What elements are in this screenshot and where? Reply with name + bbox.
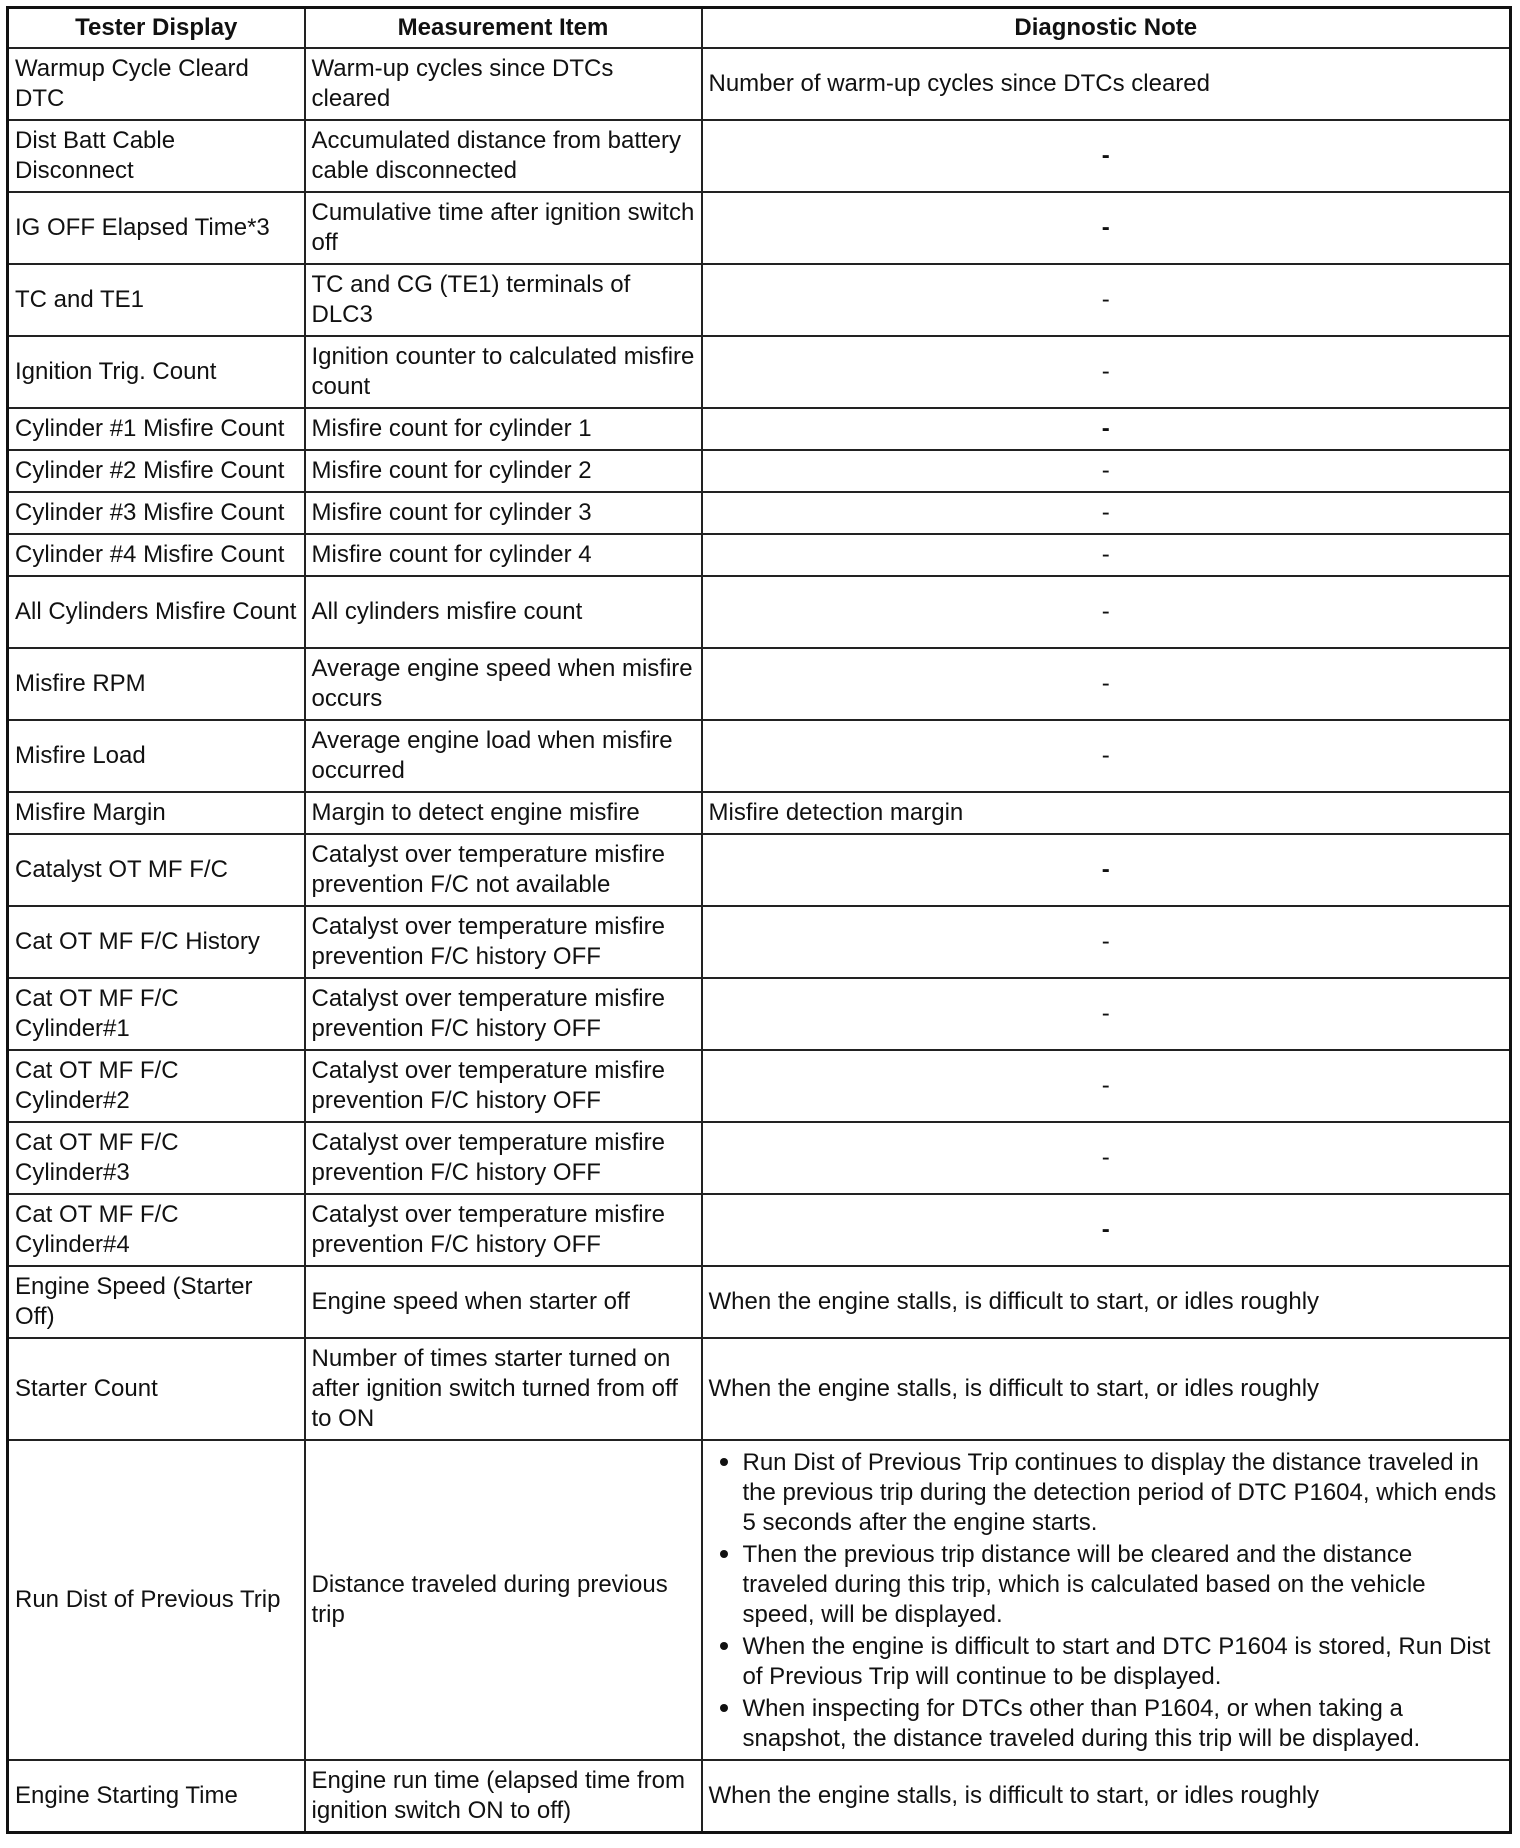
tester-display: Cylinder #3 Misfire Count [8,492,305,534]
table-row [8,576,1511,648]
tester-display: Engine Starting Time [8,1760,305,1832]
measurement-item: Warm-up cycles since DTCs cleared [305,48,702,120]
table-row [8,492,1511,534]
note-bullet: • When the engine is difficult to start and DTC P1604 is stored, Run Dist of Previous Trip will continue to be displayed. [743,1630,1504,1692]
tester-display: Starter Count [8,1338,305,1440]
tester-display: IG OFF Elapsed Time*3 [8,192,305,264]
measurement-item: Catalyst over temperature misfire prevention F/C history OFF [305,1194,702,1266]
diagnostic-note: - [702,834,1511,906]
table-row [8,48,1511,120]
diagnostic-note: - [702,408,1511,450]
measurement-item: Number of times starter turned on after ignition switch turned from off to ON [305,1338,702,1440]
measurement-item: Average engine speed when misfire occurs [305,648,702,720]
table-row [8,906,1511,978]
measurement-item: Average engine load when misfire occurred [305,720,702,792]
diagnostic-note: - [702,720,1511,792]
diagnostic-note: - [702,906,1511,978]
measurement-item: Engine run time (elapsed time from ignition switch ON to off) [305,1760,702,1832]
measurement-item: Catalyst over temperature misfire prevention F/C history OFF [305,1050,702,1122]
note-bullet: • Then the previous trip distance will be cleared and the distance traveled during this trip, which is calculated based on the vehicle speed, will be displayed. [743,1538,1504,1630]
table-row [8,534,1511,576]
measurement-item: Catalyst over temperature misfire prevention F/C history OFF [305,978,702,1050]
table-row [8,1760,1511,1832]
measurement-item: Ignition counter to calculated misfire count [305,336,702,408]
table-row [8,1050,1511,1122]
tester-display: All Cylinders Misfire Count [8,576,305,648]
tester-display: Cat OT MF F/C Cylinder#2 [8,1050,305,1122]
tester-display: Catalyst OT MF F/C [8,834,305,906]
diagnostic-note: - [702,264,1511,336]
measurement-item: Distance traveled during previous trip [305,1440,702,1760]
measurement-item: Misfire count for cylinder 4 [305,534,702,576]
tester-display: Misfire Margin [8,792,305,834]
note-bullet: • When inspecting for DTCs other than P1604, or when taking a snapshot, the distance traveled during this trip will be displayed. [743,1692,1504,1754]
table-row [8,120,1511,192]
measurement-item: Catalyst over temperature misfire prevention F/C not available [305,834,702,906]
diagnostic-note: - [702,1050,1511,1122]
table-row [8,192,1511,264]
table-row [8,1266,1511,1338]
tester-display: Cat OT MF F/C Cylinder#4 [8,1194,305,1266]
table-row [8,264,1511,336]
table-row [8,1338,1511,1440]
diagnostic-note: When the engine stalls, is difficult to start, or idles roughly [702,1760,1511,1832]
tester-display: Cat OT MF F/C Cylinder#1 [8,978,305,1050]
diagnostic-note [702,1440,1511,1760]
diagnostic-note: - [702,1122,1511,1194]
measurement-item: Engine speed when starter off [305,1266,702,1338]
diagnostic-note: - [702,978,1511,1050]
tester-display: Dist Batt Cable Disconnect [8,120,305,192]
table-row [8,450,1511,492]
tester-display: Cat OT MF F/C Cylinder#3 [8,1122,305,1194]
table-row [8,1194,1511,1266]
table-row [8,720,1511,792]
tester-display: Warmup Cycle Cleard DTC [8,48,305,120]
table-row [8,1122,1511,1194]
table-row [8,978,1511,1050]
diagnostic-note: When the engine stalls, is difficult to start, or idles roughly [702,1338,1511,1440]
tester-display: Ignition Trig. Count [8,336,305,408]
diagnostic-note: When the engine stalls, is difficult to start, or idles roughly [702,1266,1511,1338]
table-row [8,336,1511,408]
measurement-item: Misfire count for cylinder 1 [305,408,702,450]
diagnostic-note: - [702,576,1511,648]
measurement-item: Misfire count for cylinder 3 [305,492,702,534]
measurement-item: Cumulative time after ignition switch off [305,192,702,264]
tester-display: Engine Speed (Starter Off) [8,1266,305,1338]
tester-display: Cylinder #2 Misfire Count [8,450,305,492]
note-bullet: • Run Dist of Previous Trip continues to display the distance traveled in the previous trip during the detection period of DTC P1604, which ends 5 seconds after the engine starts. [743,1446,1504,1538]
table-row [8,408,1511,450]
measurement-item: Accumulated distance from battery cable disconnected [305,120,702,192]
col-measurement-item: Measurement Item [305,8,702,49]
diagnostic-note: - [702,192,1511,264]
table-row [8,834,1511,906]
tester-display: TC and TE1 [8,264,305,336]
diagnostic-note: - [702,648,1511,720]
measurement-item: Misfire count for cylinder 2 [305,450,702,492]
col-diagnostic-note: Diagnostic Note [702,8,1511,49]
diagnostic-note: - [702,492,1511,534]
diagnostic-note: - [702,120,1511,192]
note-bullet-list [709,1446,1504,1754]
measurement-item: TC and CG (TE1) terminals of DLC3 [305,264,702,336]
col-tester-display: Tester Display [8,8,305,49]
tester-display: Run Dist of Previous Trip [8,1440,305,1760]
tester-display: Cylinder #1 Misfire Count [8,408,305,450]
data-list-table [6,6,1512,1834]
diagnostic-note: - [702,450,1511,492]
tester-display: Cat OT MF F/C History [8,906,305,978]
diagnostic-note: Misfire detection margin [702,792,1511,834]
measurement-item: All cylinders misfire count [305,576,702,648]
table-row [8,792,1511,834]
table-row [8,1440,1511,1760]
diagnostic-note: Number of warm-up cycles since DTCs cleared [702,48,1511,120]
measurement-item: Catalyst over temperature misfire prevention F/C history OFF [305,1122,702,1194]
tester-display: Cylinder #4 Misfire Count [8,534,305,576]
measurement-item: Catalyst over temperature misfire prevention F/C history OFF [305,906,702,978]
header-row [8,8,1511,49]
table-row [8,648,1511,720]
diagnostic-note: - [702,336,1511,408]
measurement-item: Margin to detect engine misfire [305,792,702,834]
diagnostic-note: - [702,1194,1511,1266]
tester-display: Misfire RPM [8,648,305,720]
diagnostic-note: - [702,534,1511,576]
tester-display: Misfire Load [8,720,305,792]
